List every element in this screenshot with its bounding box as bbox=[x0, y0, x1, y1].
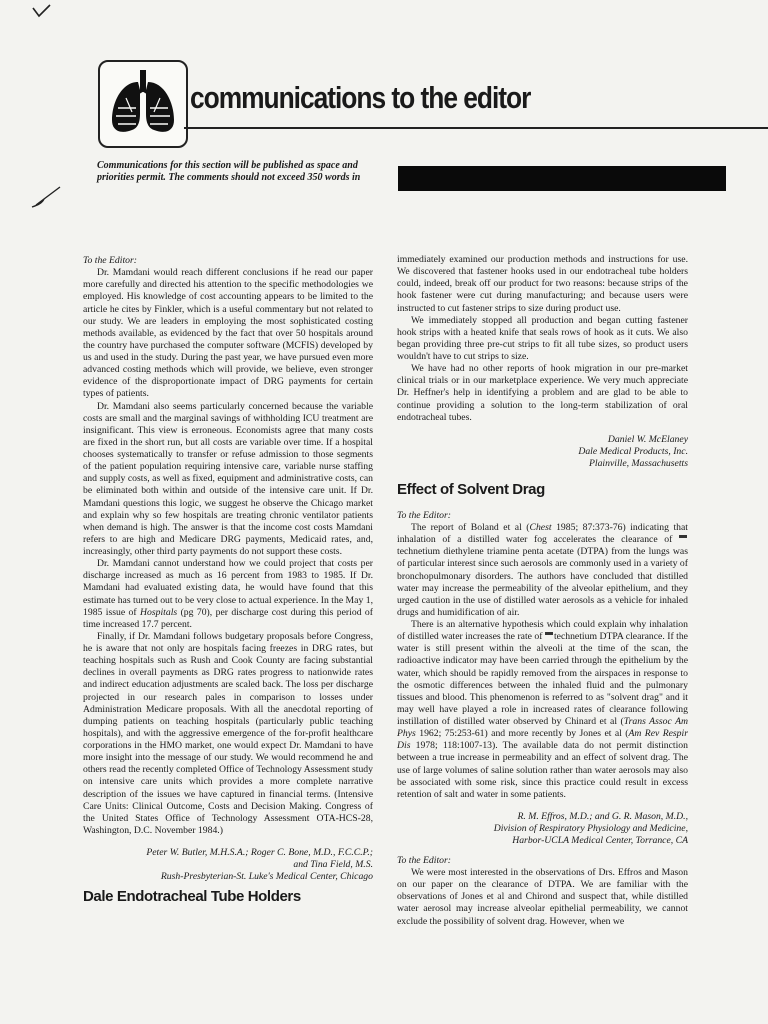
signature-line: Plainville, Massachusetts bbox=[588, 457, 688, 469]
right-column bbox=[397, 254, 688, 928]
salutation: To the Editor: bbox=[83, 255, 138, 266]
signature-line: Peter W. Butler, M.H.S.A.; Roger C. Bone, M.D., F.C.C.P.; bbox=[146, 847, 373, 858]
section-title: communications to the editor bbox=[190, 80, 531, 115]
paragraph: We have had no other reports of hook migration in our pre-market clinical trials or in our marketplace experience. We very much appreciate Dr. Heffner's help in identifying a problem and are glad to be able to continue providing a solution to the long-term stabilization of oral endotracheal tubes. bbox=[397, 363, 688, 423]
journal-title: Chest bbox=[529, 522, 552, 533]
signature-line: Rush-Presbyterian-St. Luke's Medical Center, Chicago bbox=[160, 871, 373, 882]
signature-line: Daniel W. McElaney bbox=[607, 433, 688, 445]
pencil-checkmark bbox=[32, 2, 52, 20]
lungs-logo bbox=[98, 60, 188, 148]
article-heading: Effect of Solvent Drag bbox=[397, 480, 545, 498]
pencil-scribble bbox=[30, 185, 62, 211]
salutation: To the Editor: bbox=[397, 854, 452, 866]
isotope-superscript bbox=[679, 535, 687, 538]
section-intro: Communications for this section will be published as space and priorities permit. The comments should not exceed 350 words in bbox=[97, 160, 361, 183]
signature-line: Harbor-UCLA Medical Center, Torrance, CA bbox=[512, 834, 688, 846]
isotope-superscript bbox=[545, 632, 553, 635]
signature-line: and Tina Field, M.S. bbox=[293, 859, 373, 870]
journal-title: Hospitals bbox=[140, 606, 178, 618]
paragraph: The report of Boland et al (Chest 1985; 87:373-76) indicating that inhalation of a distilled water fog accelerates the clearance of technetium diethylene triamine penta acetate (DTPA) from the lungs was of particular interest since such aerosols are commonly used in a variety of bronchopulmonary disorders. The authors have concluded that distilled water may increase the permeability of the alveolar epithelium, and they urged caution in the use of distilled water aerosols as a vehicle for inhaled drugs and humidification of air. bbox=[397, 522, 688, 618]
lungs-icon bbox=[108, 68, 178, 140]
redaction-bar bbox=[398, 166, 726, 191]
header-rule bbox=[184, 127, 768, 129]
next-article-heading: Dale Endotracheal Tube Holders bbox=[83, 888, 301, 905]
left-column bbox=[83, 255, 373, 903]
paragraph: We immediately stopped all production and began cutting fastener hook strips with a heated knife that seals rows of hook as it cuts. We also began providing three pre-cut strips to fit all tube sizes, so product users wouldn't have to cut strips to size. bbox=[397, 314, 688, 362]
paragraph: Dr. Mamdani cannot understand how we could project that costs per discharge increased as much as 16 percent from 1983 to 1985. If Dr. Mamdani had evaluated existing data, he would have found that this estimate has turned out to be very close to actual experience. In the May 1, 1985 issue of Hospitals (pg 70), per discharge cost during this period of time increased 17.7 percent. bbox=[83, 558, 373, 630]
paragraph: We were most interested in the observations of Drs. Effros and Mason on our paper on the clearance of DTPA. We are familiar with the observations of Jones et al and Chirond and suspect that, while distilled water aerosol may increase alveolar epithelial permeability, we cannot exclude the possibility of solvent drag. However, when we bbox=[397, 867, 688, 927]
signature-block bbox=[397, 811, 688, 847]
journal-title: Trans Assoc Am Phys bbox=[397, 716, 688, 740]
paragraph: Dr. Mamdani also seems particularly concerned because the variable costs are small and the marginal savings of withholding ICU treatment are insignificant. This view is erroneous. Economists agree that many costs are fixed in the short run, but all costs are variable over time. If a hospital chooses systematically to transfer or refuse admission to those segments of the patient population requiring intensive care, variable nurse staffing and supply costs, as well as fixed, equipment and administrative costs, can be eliminated both within and outside of the intensive care unit. If Dr. Mamdani questions this logic, we suggest he observe the Chicago market and explain why so few hospitals are treating chronic ventilator patients when demand is high. The answer is that the income cost costs Mamdani refers to are high and Medicare DRG payments, Medicaid rates, and, increasingly, other third party payments do not support these costs. bbox=[83, 400, 373, 557]
signature-line: Division of Respiratory Physiology and Medicine, bbox=[493, 822, 688, 834]
signature-block bbox=[397, 434, 688, 470]
signature-line: R. M. Effros, M.D.; and G. R. Mason, M.D., bbox=[517, 810, 688, 822]
signature-line: Dale Medical Products, Inc. bbox=[578, 445, 688, 457]
paragraph: There is an alternative hypothesis which could explain why inhalation of distilled water increases the rate of technetium DTPA clearance. If the water is still present within the alveoli at the time of the scan, the radioactive indicator may have been carried through the epithelium by the water, which should be rapidly removed from the airspaces in response to the osmotic differences between the inhaled fluid and the pulmonary tissues and blood. This phenomenon is referred to as "solvent drag" and it may well have played a role in increased rates of clearance following instillation of distilled water observed by Chinard et al (Trans Assoc Am Phys 1962; 75:253-61) and more recently by Jones et al (Am Rev Respir Dis 1978; 118:1007-13). The available data do not permit distinction between a true increase in permeability and an effect of solvent drag. The use of large volumes of saline solution rather than water aerosols may also be associated with some risk, since this practice could result in excess retention of salt and water in some patients. bbox=[397, 619, 688, 800]
paragraph: immediately examined our production methods and instructions for use. We discovered that fastener hooks used in our endotracheal tube holders could, indeed, break off our product for two reasons: because strips of the hook fastener were cut during manufacturing; and because users were instructed to cut fastener strips to size during product use. bbox=[397, 254, 688, 314]
journal-title: Am Rev Respir Dis bbox=[397, 728, 688, 752]
salutation: To the Editor: bbox=[397, 509, 452, 521]
paragraph: Finally, if Dr. Mamdani follows budgetary proposals before Congress, he is aware that not only are hospitals facing freezes in DRG rates, but teaching hospitals such as Rush and Cook County are facing substantial declines in overall payments as DRG rates progress to nationwide rates and indirect education adjustments are scaled back. The loss per discharge projected in our research pales in comparison to losses under Administration Medicare proposals. With all the anecdotal reporting of dumping patients on teaching hospitals (particularly public teaching hospitals), and with the aggressive emergence of the for-profit healthcare corporations in the HMO market, one would expect Dr. Mamdani to have more insight into the message of our study. We would recommend he and others read the recently completed Office of Technology Assessment study on intensive care units which provides a more complete narrative description of the issues we have captured in financial terms. (Intensive Care Units: Clinical Outcome, Costs and Decision Making. Congress of the United States Office of Technology Assessment OTA-HCS-28, Washington, D.C. November 1984.) bbox=[83, 630, 373, 836]
signature-block bbox=[83, 847, 373, 883]
paragraph: Dr. Mamdani would reach different conclusions if he read our paper more carefully and directed his attention to the specific methodologies we employed. His knowledge of cost accounting appears to be limited to the article he cites by Finkler, which is a useful commentary but not related to our study. We are leaders in employing the most sophisticated costing methods available, as evidenced by the fact that over 50 hospitals around the country have purchased the computer software (MCFIS) developed by us and used in the study. During the past year, we have pursued even more advanced costing methods which will provide, we believe, even stronger evidence of the disproportionate impact of DRG payments for certain types of patients. bbox=[83, 267, 373, 400]
